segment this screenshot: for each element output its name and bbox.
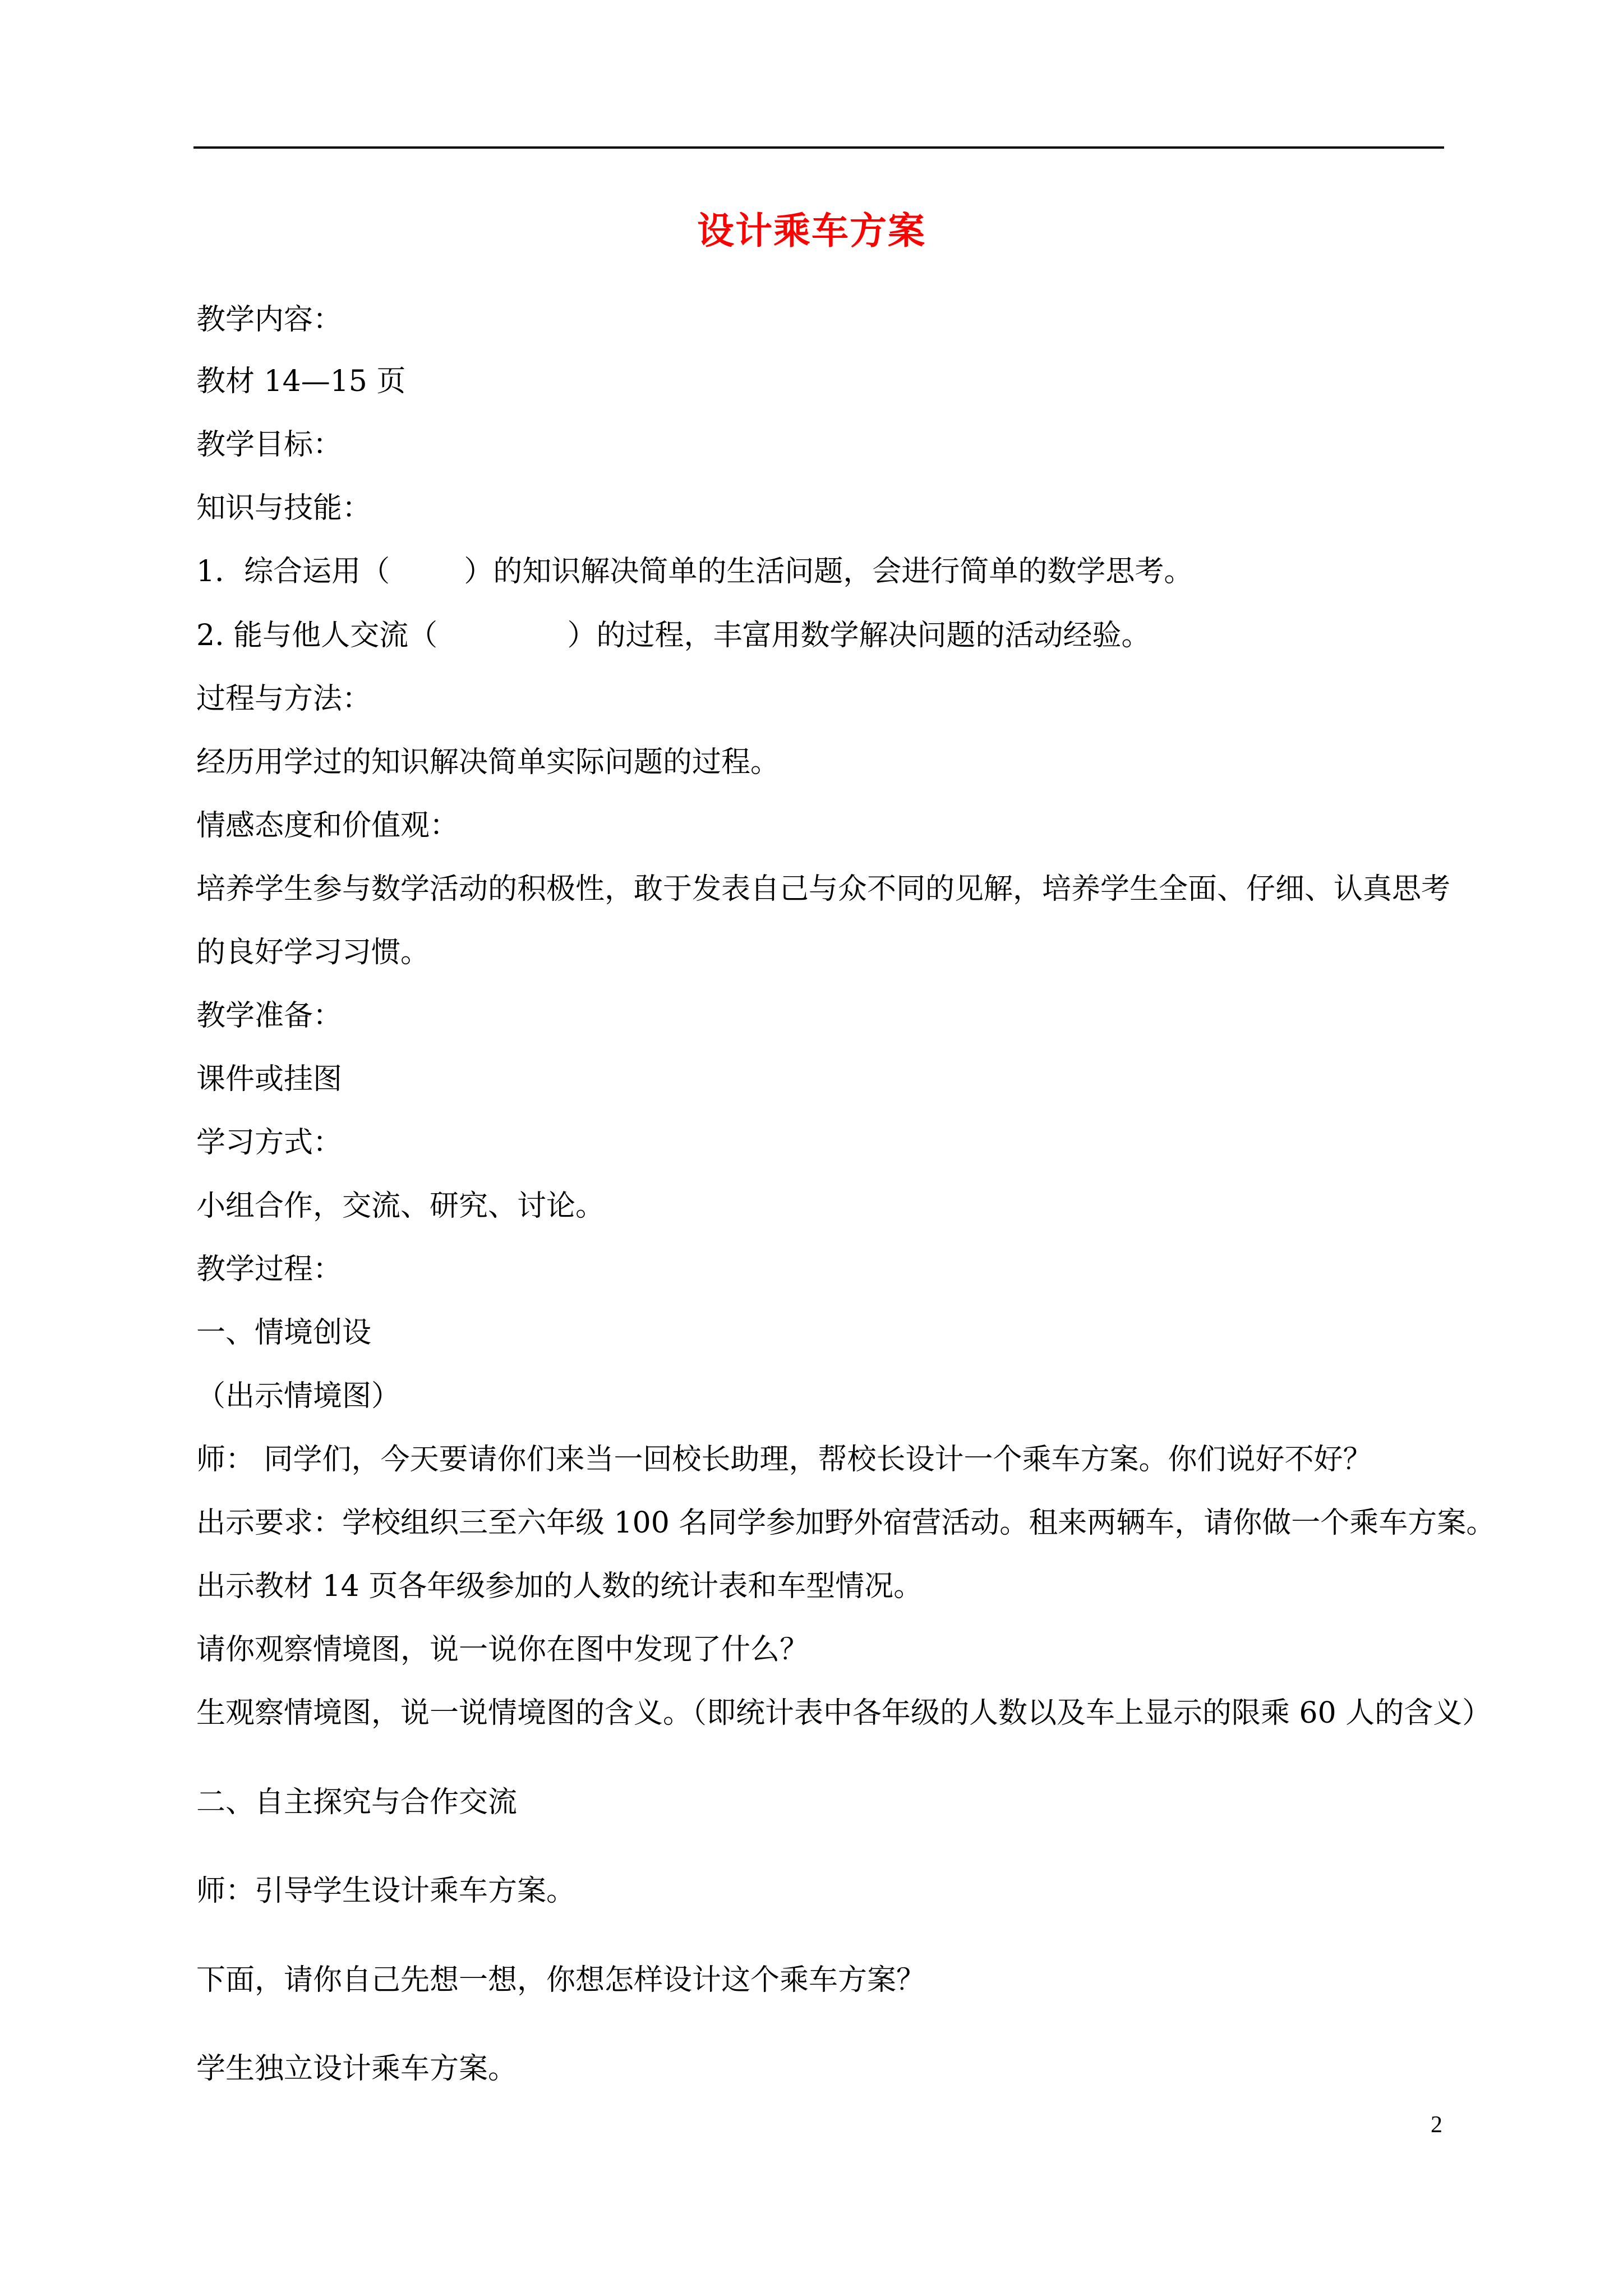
section-heading-goals: 教学目标： bbox=[196, 428, 343, 462]
procedure-step-2-heading: 二、自主探究与合作交流 bbox=[196, 1786, 518, 1819]
show-scene-note: （出示情境图） bbox=[196, 1379, 401, 1413]
header-rule bbox=[193, 146, 1444, 149]
student-independent-design: 学生独立设计乘车方案。 bbox=[196, 2052, 518, 2086]
attitude-text-line-2: 的良好学习习惯。 bbox=[196, 936, 430, 969]
document-title: 设计乘车方案 bbox=[697, 209, 926, 252]
textbook-pages: 教材 14—15 页 bbox=[196, 365, 406, 398]
attitude-text-line-1: 培养学生参与数学活动的积极性，敢于发表自己与众不同的见解，培养学生全面、仔细、认真思考 bbox=[196, 872, 1451, 906]
goal-item-2: 2. 能与他人交流（ ）的过程，丰富用数学解决问题的活动经验。 bbox=[196, 619, 1151, 652]
subheading-process-method: 过程与方法： bbox=[196, 682, 372, 716]
page-number: 2 bbox=[1431, 2112, 1442, 2138]
process-text: 经历用学过的知识解决简单实际问题的过程。 bbox=[196, 746, 780, 779]
observe-question: 请你观察情境图，说一说你在图中发现了什么？ bbox=[196, 1633, 809, 1667]
section-heading-learning-mode: 学习方式： bbox=[196, 1126, 343, 1159]
preparation-text: 课件或挂图 bbox=[196, 1062, 343, 1096]
student-observation: 生观察情境图，说一说情境图的含义。（即统计表中各年级的人数以及车上显示的限乘 60 人的含义） bbox=[196, 1696, 1492, 1730]
task-requirement: 出示要求：学校组织三至六年级 100 名同学参加野外宿营活动。租来两辆车，请你做一个乘车方案。 bbox=[196, 1506, 1496, 1540]
section-heading-preparation: 教学准备： bbox=[196, 999, 343, 1033]
learning-mode-text: 小组合作，交流、研究、讨论。 bbox=[196, 1189, 605, 1223]
section-heading-procedure: 教学过程： bbox=[196, 1253, 343, 1286]
teacher-intro: 师： 同学们，今天要请你们来当一回校长助理，帮校长设计一个乘车方案。你们说好不好？ bbox=[196, 1443, 1372, 1476]
procedure-step-1-heading: 一、情境创设 bbox=[196, 1316, 372, 1350]
teacher-guidance: 师：引导学生设计乘车方案。 bbox=[196, 1874, 576, 1908]
show-textbook-table: 出示教材 14 页各年级参加的人数的统计表和车型情况。 bbox=[196, 1570, 923, 1603]
subheading-attitude-values: 情感态度和价值观： bbox=[196, 809, 459, 843]
section-heading-content: 教学内容： bbox=[196, 303, 343, 337]
goal-item-1: 1．综合运用（ ）的知识解决简单的生活问题，会进行简单的数学思考。 bbox=[196, 555, 1193, 588]
think-prompt: 下面，请你自己先想一想，你想怎样设计这个乘车方案？ bbox=[196, 1963, 926, 1997]
subheading-knowledge-skills: 知识与技能： bbox=[196, 491, 372, 525]
